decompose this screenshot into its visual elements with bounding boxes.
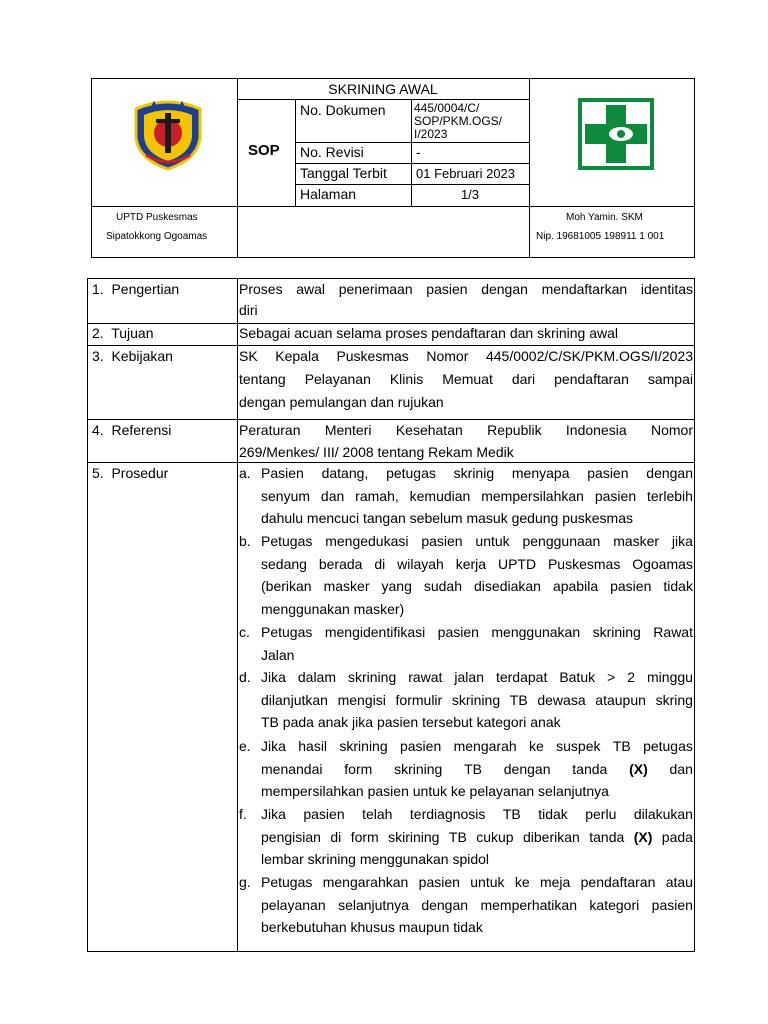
puskesmas-cross-icon [577,97,655,171]
procedure-item-line: Jika hasil skrining pasien mengarah ke suspek TB petugas [261,738,693,754]
procedure-item-line: Petugas mengedukasi pasien untuk penggunaan masker jika [261,533,693,549]
procedure-item-line: Petugas mengidentifikasi pasien menggunakan skrining Rawat [261,624,693,640]
procedure-item-line: Petugas mengarahkan pasien untuk ke meja pendaftaran atau [261,874,693,890]
doc-number-value-line-3: I/2023 [414,127,448,141]
procedure-item-line: Jika dalam skrining rawat jalan terdapat Batuk > 2 minggu [261,669,693,685]
procedure-item-line: TB pada anak jika pasien tersebut kategori anak [261,714,561,731]
regency-emblem-icon [130,99,206,171]
doc-number-value-line-2: SOP/PKM.OGS/ [414,114,503,128]
procedure-item-line: dilanjutkan mengisi formulir skrining TB dewasa ataupun skring [261,691,693,708]
procedure-item-letter: c. [239,624,250,640]
signatory-name: Moh Yamin. SKM [566,212,643,223]
procedure-item-line: senyum dan ramah, kemudian mempersilahkan pasien terlebih [261,487,693,504]
procedure-item-letter: g. [239,874,251,890]
procedure-item-line: (berikan masker yang sudah disediakan apabila pasien tidak [261,578,693,595]
issue-date-label: Tanggal Terbit [300,165,387,181]
procedure-item-line: sedang berada di wilayah kerja UPTD Puskesmas Ogoamas [261,555,693,572]
procedure-item-letter: a. [239,465,251,481]
procedure-item-line: pelayanan selanjutnya dengan memperhatikan kategori pasien [261,896,693,913]
doc-number-label: No. Dokumen [300,102,386,118]
section-label-kebijakan: 3. Kebijakan [92,348,173,364]
section-label-prosedur: 5. Prosedur [92,465,169,481]
page-value: 1/3 [460,187,480,202]
procedure-item-line: Jalan [261,646,295,663]
institution-line-1: UPTD Puskesmas [116,212,198,223]
procedure-item-line: pengisian di form skirining TB cukup diberikan tanda (X) pada [261,828,693,845]
procedure-item-line: mempersilahkan pasien untuk ke pelayanan selanjutnya [261,783,609,800]
procedure-item-letter: f. [239,806,247,822]
procedure-item-line: menandai form skrining TB dengan tanda (X) dan [261,760,693,777]
procedure-item-line: menggunakan masker) [261,601,405,618]
section-label-pengertian: 1. Pengertian [92,281,180,297]
procedure-item-line: lembar skrining menggunakan spidol [261,851,490,868]
sop-label: SOP [248,142,280,159]
revision-value: - [416,144,421,160]
procedure-item-line: Pasien datang, petugas skrinig menyapa pasien dengan [261,465,693,481]
procedure-item-line: berkebutuhan khusus maupun tidak [261,919,483,936]
procedure-item-line: Jika pasien telah terdiagnosis TB tidak perlu dilakukan [261,806,693,822]
issue-date-value: 01 Februari 2023 [416,166,516,181]
signatory-nip: Nip. 19681005 198911 1 001 [536,231,665,242]
document-title: SKRINING AWAL [328,81,438,97]
revision-label: No. Revisi [300,144,364,160]
procedure-item-line: dahulu mencuci tangan sebelum masuk gedung puskesmas [261,510,634,527]
procedure-item-letter: d. [239,669,251,685]
section-label-referensi: 4. Referensi [92,422,172,438]
institution-line-2: Sipatokkong Ogoamas [106,231,208,242]
section-label-tujuan: 2. Tujuan [92,325,154,341]
page-label: Halaman [300,186,357,202]
doc-number-value-line-1: 445/0004/C/ [414,101,480,115]
procedure-item-letter: b. [239,533,251,549]
procedure-item-letter: e. [239,738,251,754]
